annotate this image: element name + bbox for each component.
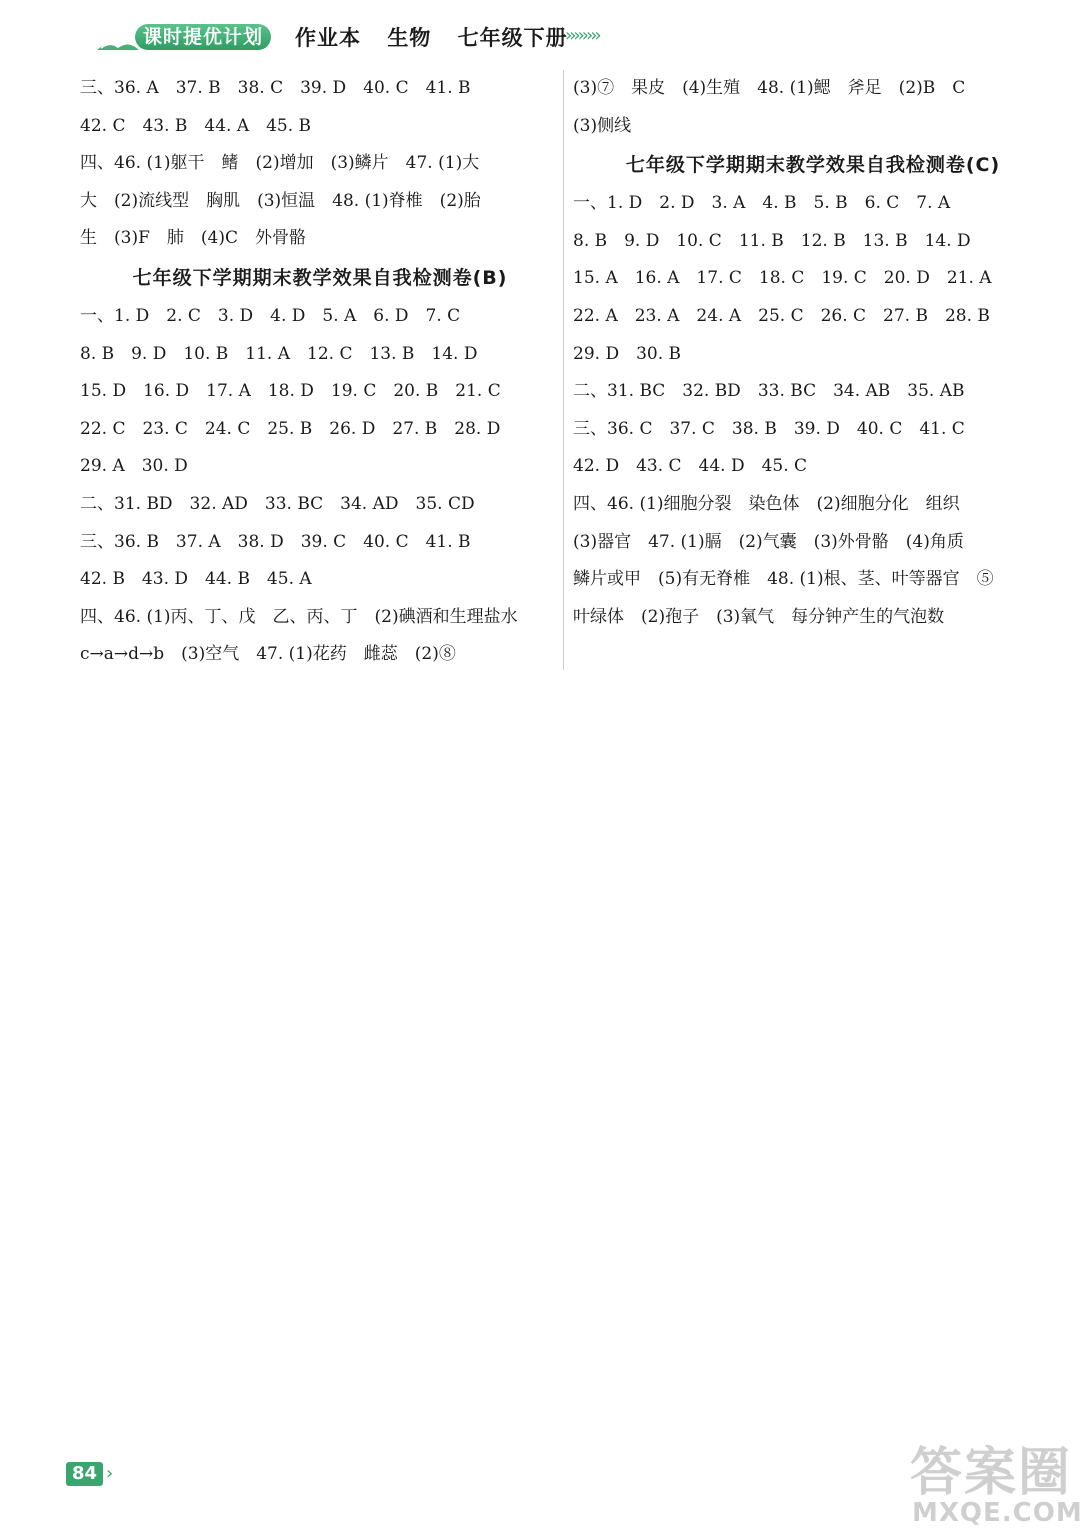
answer-line: 四、46. (1)丙、丁、戊 乙、丙、丁 (2)碘酒和生理盐水 bbox=[80, 606, 518, 627]
left-column bbox=[80, 70, 560, 674]
answer-line: 叶绿体 (2)孢子 (3)氧气 每分钟产生的气泡数 bbox=[573, 606, 945, 627]
book-name: 作业本 bbox=[295, 26, 361, 50]
answer-line: c→a→d→b (3)空气 47. (1)花药 雌蕊 (2)⑧ bbox=[80, 644, 456, 665]
answer-line: 15. D 16. D 17. A 18. D 19. C 20. B 21. C bbox=[80, 381, 501, 402]
page-number: 84 bbox=[66, 1462, 103, 1486]
answer-line: 二、31. BC 32. BD 33. BC 34. AB 35. AB bbox=[573, 381, 965, 402]
logo-text: 课时提优计划 bbox=[135, 24, 271, 50]
watermark-logo-text: 答案圈 bbox=[910, 1443, 1073, 1503]
watermark-url: MXQE.COM bbox=[912, 1498, 1083, 1528]
answer-line: 三、36. C 37. C 38. B 39. D 40. C 41. C bbox=[573, 418, 965, 439]
answer-line: 22. A 23. A 24. A 25. C 26. C 27. B 28. B bbox=[573, 305, 990, 326]
answer-line: 42. C 43. B 44. A 45. B bbox=[80, 115, 312, 136]
answer-line: 一、1. D 2. C 3. D 4. D 5. A 6. D 7. C bbox=[80, 305, 461, 326]
answer-line: (3)⑦ 果皮 (4)生殖 48. (1)鳃 斧足 (2)B C bbox=[573, 78, 966, 98]
subject-name: 生物 bbox=[387, 26, 432, 50]
answer-line: 四、46. (1)细胞分裂 染色体 (2)细胞分化 组织 bbox=[573, 493, 960, 514]
answer-line: 三、36. A 37. B 38. C 39. D 40. C 41. B bbox=[80, 78, 471, 98]
answer-line: 鳞片或甲 (5)有无脊椎 48. (1)根、茎、叶等器官 ⑤ bbox=[573, 569, 994, 590]
answer-line: 29. A 30. D bbox=[80, 456, 188, 477]
section-title-c: 七年级下学期期末教学效果自我检测卷(C) bbox=[625, 154, 1001, 177]
answer-line: 22. C 23. C 24. C 25. B 26. D 27. B 28. D bbox=[80, 418, 501, 439]
answer-line: 8. B 9. D 10. C 11. B 12. B 13. B 14. D bbox=[573, 230, 971, 251]
answer-line: 四、46. (1)躯干 鳍 (2)增加 (3)鳞片 47. (1)大 bbox=[80, 153, 480, 174]
brand-logo bbox=[95, 20, 285, 54]
answer-line: 三、36. B 37. A 38. D 39. C 40. C 41. B bbox=[80, 531, 471, 552]
column-divider bbox=[563, 70, 564, 670]
answer-line: (3)器官 47. (1)膈 (2)气囊 (3)外骨骼 (4)角质 bbox=[573, 531, 964, 552]
answer-line: 生 (3)F 肺 (4)C 外骨骼 bbox=[80, 228, 306, 249]
page-chevron-icon: › bbox=[106, 1463, 114, 1484]
grade-name: 七年级下册 bbox=[457, 26, 568, 50]
answer-line: 42. B 43. D 44. B 45. A bbox=[80, 569, 312, 590]
site-watermark bbox=[910, 1430, 1085, 1530]
answer-line: (3)侧线 bbox=[573, 115, 632, 136]
book-title bbox=[295, 22, 586, 52]
answer-line: 大 (2)流线型 胸肌 (3)恒温 48. (1)脊椎 (2)胎 bbox=[80, 190, 481, 211]
answer-line: 29. D 30. B bbox=[573, 343, 682, 364]
answer-line: 二、31. BD 32. AD 33. BC 34. AD 35. CD bbox=[80, 493, 475, 514]
answer-line: 42. D 43. C 44. D 45. C bbox=[573, 456, 808, 477]
answer-line: 15. A 16. A 17. C 18. C 19. C 20. D 21. A bbox=[573, 268, 992, 289]
right-column bbox=[573, 70, 1053, 636]
answer-line: 8. B 9. D 10. B 11. A 12. C 13. B 14. D bbox=[80, 343, 478, 364]
header-chevrons: ›››››››› bbox=[565, 25, 599, 46]
section-title-b: 七年级下学期期末教学效果自我检测卷(B) bbox=[132, 266, 508, 289]
answer-line: 一、1. D 2. D 3. A 4. B 5. B 6. C 7. A bbox=[573, 193, 951, 214]
page-header bbox=[95, 18, 715, 58]
